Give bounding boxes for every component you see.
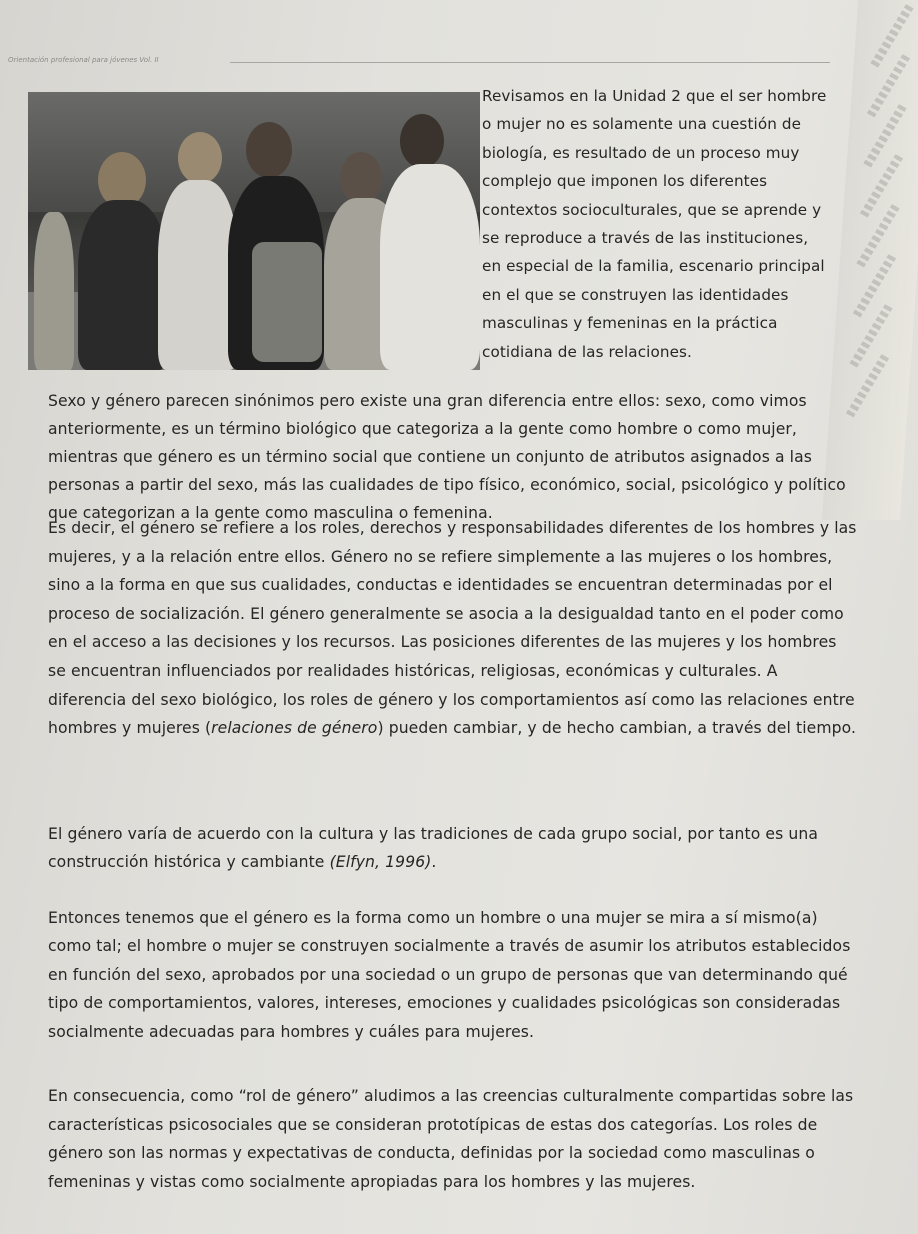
paragraph-sexo-genero: Sexo y género parecen sinónimos pero existe una gran diferencia entre ellos: sexo, como vimos anteriormente, es un término biológico que categoriza a la gente como hombre o como mujer, mientras que género es un término social que contiene un conjunto de atributos asignados a las personas a partir del sexo, más las cualidades de tipo físico, económico, social, psicológico y político que categorizan a la gente como masculina o femenina. <box>48 392 846 522</box>
citation-elfyn: (Elfyn, 1996) <box>329 853 432 871</box>
paragraph-rol-de-genero: En consecuencia, como “rol de género” aludimos a las creencias culturalmente compartidas sobre las características psicosociales que se consideran prototípicas de estas dos categorías. Los roles de género son las normas y expectativas de conducta, definidas por la sociedad como masculinas o femeninas y vistas como socialmente apropiadas para los hombres y las mujeres. <box>48 1087 854 1191</box>
header-rule <box>230 62 830 63</box>
students-photo <box>28 92 480 370</box>
paragraph-cultura: El género varía de acuerdo con la cultura y las tradiciones de cada grupo social, por tanto es una construcción histórica y cambiante (Elfyn, 1996). <box>48 825 819 871</box>
intro-paragraph: Revisamos en la Unidad 2 que el ser hombre o mujer no es solamente una cuestión de biología, es resultado de un proceso muy complejo que imponen los diferentes contextos socioculturales, que se aprende y se reproduce a través de las instituciones, en especial de la familia, escenario principal en el que se construyen las identidades masculinas y femeninas en la práctica cotidiana de las relaciones. <box>482 87 827 361</box>
running-header: Orientación profesional para jóvenes Vol. II <box>8 56 159 64</box>
paragraph-roles: Es decir, el género se refiere a los roles, derechos y responsabilidades diferentes de los hombres y las mujeres, y a la relación entre ellos. Género no se refiere simplemente a las mujeres o los hombres, sino a la forma en que sus cualidades, conductas e identidades se encuentran determinadas por el proceso de socialización. El género generalmente se asocia a la desigualdad tanto en el poder como en el acceso a las decisiones y los recursos. Las posiciones diferentes de las mujeres y los hombres se encuentran influenciados por realidades históricas, religiosas, económicas y culturales. A diferencia del sexo biológico, los roles de género y los comportamientos así como las relaciones entre hombres y mujeres (relaciones de género) pueden cambiar, y de hecho cambian, a través del tiempo. <box>48 519 857 738</box>
emphasis-relaciones: relaciones de género <box>211 719 378 738</box>
paragraph-construccion: Entonces tenemos que el género es la forma como un hombre o una mujer se mira a sí mismo(a) como tal; el hombre o mujer se construyen socialmente a través de asumir los atributos establecidos en función del sexo, aprobados por una sociedad o un grupo de personas que van determinando qué tipo de comportamientos, valores, intereses, emociones y cualidades psicológicas son consideradas socialmente adecuadas para hombres y cuáles para mujeres. <box>48 909 851 1041</box>
